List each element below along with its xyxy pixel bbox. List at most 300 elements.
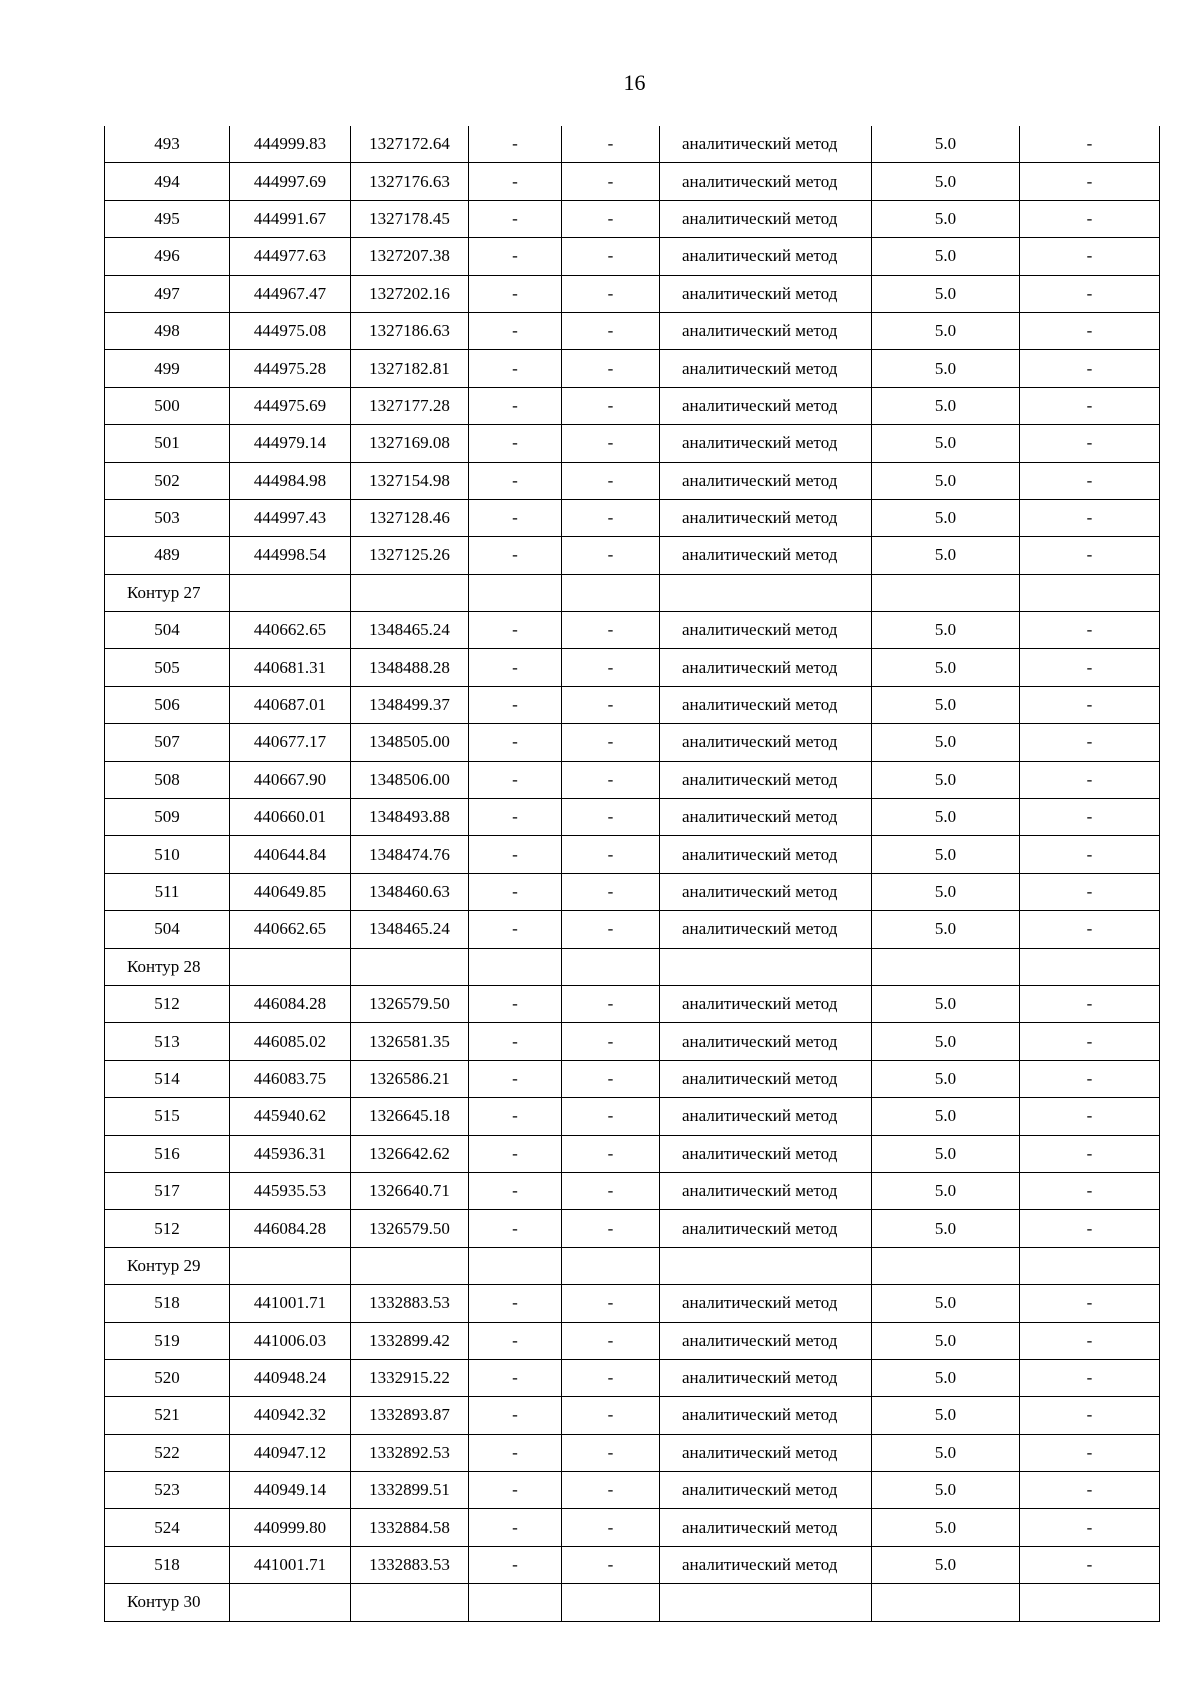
method-cell: аналитический метод [660,649,872,686]
point-number-cell: 505 [105,649,230,686]
method-cell: аналитический метод [660,724,872,761]
empty-cell [660,1247,872,1284]
x-coordinate-cell: 440947.12 [230,1434,351,1471]
accuracy-cell: 5.0 [872,1023,1020,1060]
point-number-cell: 502 [105,462,230,499]
method-cell: аналитический метод [660,1135,872,1172]
dash-cell: - [1020,1397,1160,1434]
accuracy-cell: 5.0 [872,873,1020,910]
dash-cell: - [1020,1098,1160,1135]
dash-cell: - [562,387,660,424]
dash-cell: - [562,612,660,649]
method-cell: аналитический метод [660,238,872,275]
empty-cell [562,1247,660,1284]
page-number: 16 [623,70,646,95]
dash-cell: - [469,836,562,873]
table-row [105,1210,1160,1247]
empty-cell [1020,948,1160,985]
x-coordinate-cell: 440660.01 [230,799,351,836]
point-number-cell: 504 [105,911,230,948]
x-coordinate-cell: 446084.28 [230,1210,351,1247]
accuracy-cell: 5.0 [872,1210,1020,1247]
dash-cell: - [562,126,660,163]
y-coordinate-cell: 1332915.22 [351,1359,469,1396]
table-row [105,312,1160,349]
y-coordinate-cell: 1327172.64 [351,126,469,163]
dash-cell: - [469,462,562,499]
table-row [105,163,1160,200]
dash-cell: - [1020,499,1160,536]
table-row [105,350,1160,387]
dash-cell: - [562,350,660,387]
empty-cell [351,948,469,985]
accuracy-cell: 5.0 [872,1509,1020,1546]
dash-cell: - [562,724,660,761]
dash-cell: - [562,499,660,536]
x-coordinate-cell: 446085.02 [230,1023,351,1060]
dash-cell: - [469,275,562,312]
method-cell: аналитический метод [660,1023,872,1060]
point-number-cell: 489 [105,537,230,574]
point-number-cell: 498 [105,312,230,349]
empty-cell [660,574,872,611]
contour-header-row [105,574,1160,611]
dash-cell: - [1020,1359,1160,1396]
dash-cell: - [562,1135,660,1172]
dash-cell: - [562,425,660,462]
dash-cell: - [562,1322,660,1359]
accuracy-cell: 5.0 [872,350,1020,387]
dash-cell: - [469,537,562,574]
dash-cell: - [562,312,660,349]
y-coordinate-cell: 1327207.38 [351,238,469,275]
empty-cell [1020,1247,1160,1284]
point-number-cell: 499 [105,350,230,387]
dash-cell: - [562,799,660,836]
dash-cell: - [562,1098,660,1135]
dash-cell: - [562,761,660,798]
dash-cell: - [469,1359,562,1396]
dash-cell: - [469,649,562,686]
x-coordinate-cell: 444997.43 [230,499,351,536]
contour-label: Контур 27 [105,574,230,611]
accuracy-cell: 5.0 [872,462,1020,499]
y-coordinate-cell: 1326581.35 [351,1023,469,1060]
table-row [105,761,1160,798]
dash-cell: - [1020,724,1160,761]
empty-cell [351,1584,469,1621]
y-coordinate-cell: 1348493.88 [351,799,469,836]
accuracy-cell: 5.0 [872,724,1020,761]
accuracy-cell: 5.0 [872,1434,1020,1471]
accuracy-cell: 5.0 [872,836,1020,873]
dash-cell: - [562,1172,660,1209]
dash-cell: - [469,387,562,424]
dash-cell: - [469,799,562,836]
point-number-cell: 493 [105,126,230,163]
y-coordinate-cell: 1348460.63 [351,873,469,910]
y-coordinate-cell: 1348505.00 [351,724,469,761]
point-number-cell: 507 [105,724,230,761]
dash-cell: - [1020,126,1160,163]
x-coordinate-cell: 440662.65 [230,612,351,649]
dash-cell: - [562,537,660,574]
dash-cell: - [562,462,660,499]
dash-cell: - [1020,1546,1160,1583]
x-coordinate-cell: 444984.98 [230,462,351,499]
table-row [105,126,1160,163]
method-cell: аналитический метод [660,911,872,948]
y-coordinate-cell: 1327154.98 [351,462,469,499]
x-coordinate-cell: 440644.84 [230,836,351,873]
dash-cell: - [469,1434,562,1471]
x-coordinate-cell: 441006.03 [230,1322,351,1359]
point-number-cell: 523 [105,1472,230,1509]
point-number-cell: 506 [105,686,230,723]
accuracy-cell: 5.0 [872,238,1020,275]
y-coordinate-cell: 1327176.63 [351,163,469,200]
accuracy-cell: 5.0 [872,126,1020,163]
method-cell: аналитический метод [660,1397,872,1434]
empty-cell [872,1247,1020,1284]
x-coordinate-cell: 440681.31 [230,649,351,686]
dash-cell: - [469,1023,562,1060]
table-row [105,462,1160,499]
y-coordinate-cell: 1327202.16 [351,275,469,312]
y-coordinate-cell: 1332899.51 [351,1472,469,1509]
y-coordinate-cell: 1332883.53 [351,1546,469,1583]
dash-cell: - [1020,1060,1160,1097]
dash-cell: - [1020,985,1160,1022]
empty-cell [469,948,562,985]
x-coordinate-cell: 444975.28 [230,350,351,387]
table-row [105,724,1160,761]
method-cell: аналитический метод [660,1322,872,1359]
x-coordinate-cell: 445936.31 [230,1135,351,1172]
dash-cell: - [562,163,660,200]
empty-cell [872,1584,1020,1621]
table-row [105,612,1160,649]
table-row [105,238,1160,275]
point-number-cell: 503 [105,499,230,536]
method-cell: аналитический метод [660,462,872,499]
dash-cell: - [562,1060,660,1097]
empty-cell [660,1584,872,1621]
table-row [105,649,1160,686]
dash-cell: - [562,836,660,873]
point-number-cell: 524 [105,1509,230,1546]
method-cell: аналитический метод [660,425,872,462]
point-number-cell: 512 [105,985,230,1022]
point-number-cell: 496 [105,238,230,275]
table-row [105,836,1160,873]
table-row [105,425,1160,462]
accuracy-cell: 5.0 [872,799,1020,836]
dash-cell: - [469,612,562,649]
dash-cell: - [1020,686,1160,723]
dash-cell: - [562,1397,660,1434]
dash-cell: - [469,425,562,462]
dash-cell: - [1020,537,1160,574]
point-number-cell: 521 [105,1397,230,1434]
table-row [105,499,1160,536]
y-coordinate-cell: 1326586.21 [351,1060,469,1097]
dash-cell: - [1020,200,1160,237]
dash-cell: - [562,200,660,237]
table-row [105,873,1160,910]
table-row [105,911,1160,948]
dash-cell: - [562,686,660,723]
y-coordinate-cell: 1348474.76 [351,836,469,873]
x-coordinate-cell: 444999.83 [230,126,351,163]
point-number-cell: 514 [105,1060,230,1097]
point-number-cell: 517 [105,1172,230,1209]
dash-cell: - [469,312,562,349]
method-cell: аналитический метод [660,163,872,200]
method-cell: аналитический метод [660,350,872,387]
point-number-cell: 494 [105,163,230,200]
y-coordinate-cell: 1348488.28 [351,649,469,686]
table-row [105,1359,1160,1396]
dash-cell: - [562,873,660,910]
dash-cell: - [469,911,562,948]
empty-cell [1020,1584,1160,1621]
accuracy-cell: 5.0 [872,686,1020,723]
point-number-cell: 504 [105,612,230,649]
y-coordinate-cell: 1326579.50 [351,1210,469,1247]
coordinates-table [104,126,1160,1622]
dash-cell: - [469,1098,562,1135]
dash-cell: - [1020,1509,1160,1546]
empty-cell [469,574,562,611]
y-coordinate-cell: 1326645.18 [351,1098,469,1135]
method-cell: аналитический метод [660,1359,872,1396]
point-number-cell: 500 [105,387,230,424]
table-row [105,686,1160,723]
point-number-cell: 497 [105,275,230,312]
empty-cell [469,1247,562,1284]
y-coordinate-cell: 1327178.45 [351,200,469,237]
dash-cell: - [1020,1210,1160,1247]
table-row [105,1472,1160,1509]
dash-cell: - [1020,911,1160,948]
dash-cell: - [1020,799,1160,836]
table-row [105,1434,1160,1471]
accuracy-cell: 5.0 [872,1172,1020,1209]
table-row [105,1509,1160,1546]
dash-cell: - [1020,312,1160,349]
x-coordinate-cell: 441001.71 [230,1546,351,1583]
dash-cell: - [469,499,562,536]
table-row [105,275,1160,312]
y-coordinate-cell: 1332899.42 [351,1322,469,1359]
table-row [105,1397,1160,1434]
x-coordinate-cell: 440649.85 [230,873,351,910]
x-coordinate-cell: 440942.32 [230,1397,351,1434]
y-coordinate-cell: 1327186.63 [351,312,469,349]
dash-cell: - [562,1546,660,1583]
table-row [105,1060,1160,1097]
dash-cell: - [1020,1472,1160,1509]
dash-cell: - [562,238,660,275]
accuracy-cell: 5.0 [872,1322,1020,1359]
point-number-cell: 516 [105,1135,230,1172]
dash-cell: - [562,1210,660,1247]
dash-cell: - [469,350,562,387]
dash-cell: - [469,126,562,163]
contour-label: Контур 29 [105,1247,230,1284]
x-coordinate-cell: 445935.53 [230,1172,351,1209]
dash-cell: - [469,1172,562,1209]
y-coordinate-cell: 1327177.28 [351,387,469,424]
dash-cell: - [469,1509,562,1546]
method-cell: аналитический метод [660,1285,872,1322]
table-row [105,1098,1160,1135]
accuracy-cell: 5.0 [872,985,1020,1022]
point-number-cell: 513 [105,1023,230,1060]
dash-cell: - [1020,873,1160,910]
contour-header-row [105,1584,1160,1621]
method-cell: аналитический метод [660,275,872,312]
y-coordinate-cell: 1348499.37 [351,686,469,723]
dash-cell: - [1020,1434,1160,1471]
dash-cell: - [1020,761,1160,798]
x-coordinate-cell: 444979.14 [230,425,351,462]
dash-cell: - [562,1509,660,1546]
x-coordinate-cell: 440667.90 [230,761,351,798]
y-coordinate-cell: 1332893.87 [351,1397,469,1434]
table-row [105,200,1160,237]
y-coordinate-cell: 1327169.08 [351,425,469,462]
x-coordinate-cell: 446084.28 [230,985,351,1022]
accuracy-cell: 5.0 [872,200,1020,237]
dash-cell: - [1020,163,1160,200]
table-body [105,126,1160,1621]
dash-cell: - [1020,649,1160,686]
x-coordinate-cell: 441001.71 [230,1285,351,1322]
dash-cell: - [469,200,562,237]
empty-cell [562,1584,660,1621]
x-coordinate-cell: 440999.80 [230,1509,351,1546]
point-number-cell: 515 [105,1098,230,1135]
dash-cell: - [1020,462,1160,499]
dash-cell: - [469,1135,562,1172]
dash-cell: - [1020,1135,1160,1172]
dash-cell: - [1020,425,1160,462]
method-cell: аналитический метод [660,985,872,1022]
accuracy-cell: 5.0 [872,425,1020,462]
method-cell: аналитический метод [660,761,872,798]
dash-cell: - [469,686,562,723]
method-cell: аналитический метод [660,836,872,873]
table-row [105,985,1160,1022]
accuracy-cell: 5.0 [872,163,1020,200]
dash-cell: - [1020,1023,1160,1060]
dash-cell: - [469,1322,562,1359]
empty-cell [230,1584,351,1621]
dash-cell: - [562,649,660,686]
empty-cell [872,948,1020,985]
accuracy-cell: 5.0 [872,911,1020,948]
dash-cell: - [1020,350,1160,387]
dash-cell: - [1020,612,1160,649]
accuracy-cell: 5.0 [872,1546,1020,1583]
dash-cell: - [469,1210,562,1247]
method-cell: аналитический метод [660,1210,872,1247]
x-coordinate-cell: 440687.01 [230,686,351,723]
method-cell: аналитический метод [660,612,872,649]
method-cell: аналитический метод [660,1434,872,1471]
x-coordinate-cell: 440662.65 [230,911,351,948]
method-cell: аналитический метод [660,312,872,349]
table-row [105,1322,1160,1359]
x-coordinate-cell: 444997.69 [230,163,351,200]
dash-cell: - [1020,1322,1160,1359]
method-cell: аналитический метод [660,499,872,536]
y-coordinate-cell: 1332884.58 [351,1509,469,1546]
dash-cell: - [562,1472,660,1509]
point-number-cell: 495 [105,200,230,237]
x-coordinate-cell: 444967.47 [230,275,351,312]
point-number-cell: 509 [105,799,230,836]
dash-cell: - [1020,387,1160,424]
method-cell: аналитический метод [660,799,872,836]
accuracy-cell: 5.0 [872,1285,1020,1322]
empty-cell [562,574,660,611]
x-coordinate-cell: 446083.75 [230,1060,351,1097]
method-cell: аналитический метод [660,200,872,237]
dash-cell: - [469,985,562,1022]
method-cell: аналитический метод [660,1509,872,1546]
empty-cell [230,1247,351,1284]
point-number-cell: 519 [105,1322,230,1359]
dash-cell: - [562,275,660,312]
point-number-cell: 512 [105,1210,230,1247]
y-coordinate-cell: 1326642.62 [351,1135,469,1172]
table-row [105,1285,1160,1322]
dash-cell: - [1020,1285,1160,1322]
dash-cell: - [562,1434,660,1471]
accuracy-cell: 5.0 [872,1472,1020,1509]
y-coordinate-cell: 1327128.46 [351,499,469,536]
method-cell: аналитический метод [660,387,872,424]
method-cell: аналитический метод [660,1060,872,1097]
dash-cell: - [1020,275,1160,312]
accuracy-cell: 5.0 [872,275,1020,312]
empty-cell [660,948,872,985]
method-cell: аналитический метод [660,1546,872,1583]
dash-cell: - [469,163,562,200]
accuracy-cell: 5.0 [872,1098,1020,1135]
y-coordinate-cell: 1332883.53 [351,1285,469,1322]
dash-cell: - [469,1472,562,1509]
accuracy-cell: 5.0 [872,1397,1020,1434]
accuracy-cell: 5.0 [872,612,1020,649]
dash-cell: - [562,1285,660,1322]
dash-cell: - [562,1023,660,1060]
x-coordinate-cell: 440948.24 [230,1359,351,1396]
method-cell: аналитический метод [660,1098,872,1135]
contour-label: Контур 30 [105,1584,230,1621]
accuracy-cell: 5.0 [872,1359,1020,1396]
dash-cell: - [469,873,562,910]
empty-cell [1020,574,1160,611]
point-number-cell: 508 [105,761,230,798]
dash-cell: - [562,911,660,948]
x-coordinate-cell: 440677.17 [230,724,351,761]
dash-cell: - [469,724,562,761]
method-cell: аналитический метод [660,686,872,723]
